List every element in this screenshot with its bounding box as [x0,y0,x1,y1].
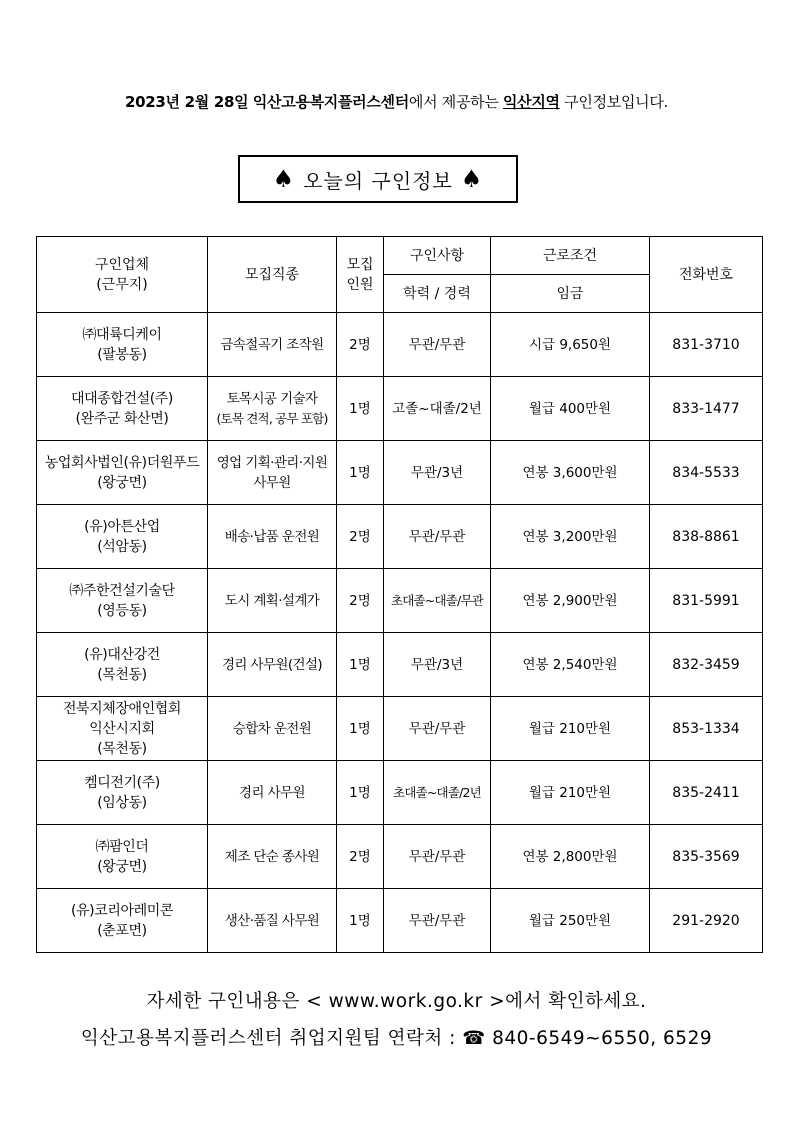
footer-contact [0,1024,793,1050]
table-row [37,377,763,441]
requirement-cell: 초대졸~대졸/2년 [384,761,491,825]
company-cell: ㈜대륙디케이 (팔봉동) [37,313,208,377]
header-education-experience: 학력 / 경력 [384,275,491,313]
requirement-cell: 무관/무관 [384,825,491,889]
company-cell: 켐디전기(주) (임상동) [37,761,208,825]
wage-cell: 연봉 3,600만원 [491,441,650,505]
count-cell: 2명 [337,569,384,633]
wage-cell: 월급 210만원 [491,697,650,761]
company-cell: (유)코리아레미콘 (춘포면) [37,889,208,953]
table-row [37,697,763,761]
header-company: 구인업체 (근무지) [37,237,208,313]
table-row [37,313,763,377]
requirement-cell: 무관/3년 [384,633,491,697]
company-cell: (유)대산강건 (목천동) [37,633,208,697]
wage-cell: 시급 9,650원 [491,313,650,377]
company-cell: 대대종합건설(주) (완주군 화산면) [37,377,208,441]
page-title [238,155,518,203]
header-requirements: 구인사항 [384,237,491,275]
header-region: 익산지역 [502,93,560,111]
company-cell: ㈜주한건설기술단 (영등동) [37,569,208,633]
spade-icon: ♠ [272,165,296,193]
wage-cell: 연봉 2,540만원 [491,633,650,697]
phone-cell: 291-2920 [650,889,763,953]
header-notice [0,91,793,112]
phone-cell: 832-3459 [650,633,763,697]
phone-cell: 833-1477 [650,377,763,441]
footer-contact-label: 익산고용복지플러스센터 취업지원팀 연락처 : [80,1028,463,1049]
phone-cell: 831-3710 [650,313,763,377]
header-conditions: 근로조건 [491,237,650,275]
table-row [37,825,763,889]
header-wage: 임금 [491,275,650,313]
wage-cell: 월급 210만원 [491,761,650,825]
job-cell: 금속절곡기 조작원 [208,313,337,377]
header-mid-text: 에서 제공하는 [408,93,499,111]
footer-contact-numbers: 840-6549~6550, 6529 [485,1028,713,1049]
header-center-name: 익산고용복지플러스센터 [252,93,409,111]
phone-cell: 835-2411 [650,761,763,825]
job-cell: 경리 사무원(건설) [208,633,337,697]
job-cell: 제조 단순 종사원 [208,825,337,889]
count-cell: 1명 [337,697,384,761]
wage-cell: 월급 400만원 [491,377,650,441]
requirement-cell: 초대졸~대졸/무관 [384,569,491,633]
header-tail: 구인정보입니다. [564,93,669,111]
table-row [37,505,763,569]
job-cell: 도시 계획·설계가 [208,569,337,633]
phone-cell: 831-5991 [650,569,763,633]
job-cell: 승합차 운전원 [208,697,337,761]
table-row [37,569,763,633]
wage-cell: 연봉 2,800만원 [491,825,650,889]
requirement-cell: 무관/3년 [384,441,491,505]
phone-cell: 834-5533 [650,441,763,505]
count-cell: 1명 [337,633,384,697]
company-cell: (유)아튼산업 (석암동) [37,505,208,569]
company-cell: 농업회사법인(유)더원푸드 (왕궁면) [37,441,208,505]
job-cell: 토목시공 기술자 (토목 견적, 공무 포함) [208,377,337,441]
header-date: 2023년 2월 28일 [124,93,249,111]
header-count: 모집 인원 [337,237,384,313]
count-cell: 1명 [337,441,384,505]
table-row [37,441,763,505]
phone-cell: 835-3569 [650,825,763,889]
header-phone: 전화번호 [650,237,763,313]
requirement-cell: 무관/무관 [384,889,491,953]
requirement-cell: 무관/무관 [384,313,491,377]
phone-cell: 853-1334 [650,697,763,761]
count-cell: 1명 [337,761,384,825]
header-job: 모집직종 [208,237,337,313]
phone-icon: ☎ [462,1028,486,1049]
spade-icon: ♠ [460,165,484,193]
requirement-cell: 고졸~대졸/2년 [384,377,491,441]
table-row [37,761,763,825]
count-cell: 2명 [337,505,384,569]
table-row [37,889,763,953]
requirement-cell: 무관/무관 [384,697,491,761]
requirement-cell: 무관/무관 [384,505,491,569]
wage-cell: 월급 250만원 [491,889,650,953]
job-cell: 배송·납품 운전원 [208,505,337,569]
wage-cell: 연봉 3,200만원 [491,505,650,569]
company-cell: 전북지체장애인협회 익산시지회 (목천동) [37,697,208,761]
phone-cell: 838-8861 [650,505,763,569]
company-cell: ㈜팜인더 (왕궁면) [37,825,208,889]
count-cell: 2명 [337,825,384,889]
job-cell: 경리 사무원 [208,761,337,825]
wage-cell: 연봉 2,900만원 [491,569,650,633]
count-cell: 1명 [337,377,384,441]
page-title-text: 오늘의 구인정보 [303,168,453,193]
job-listing-table [36,236,763,953]
count-cell: 2명 [337,313,384,377]
count-cell: 1명 [337,889,384,953]
job-cell: 생산·품질 사무원 [208,889,337,953]
footer-website-note: 자세한 구인내용은 < www.work.go.kr >에서 확인하세요. [146,991,647,1012]
job-cell: 영업 기획·관리·지원 사무원 [208,441,337,505]
table-row [37,633,763,697]
